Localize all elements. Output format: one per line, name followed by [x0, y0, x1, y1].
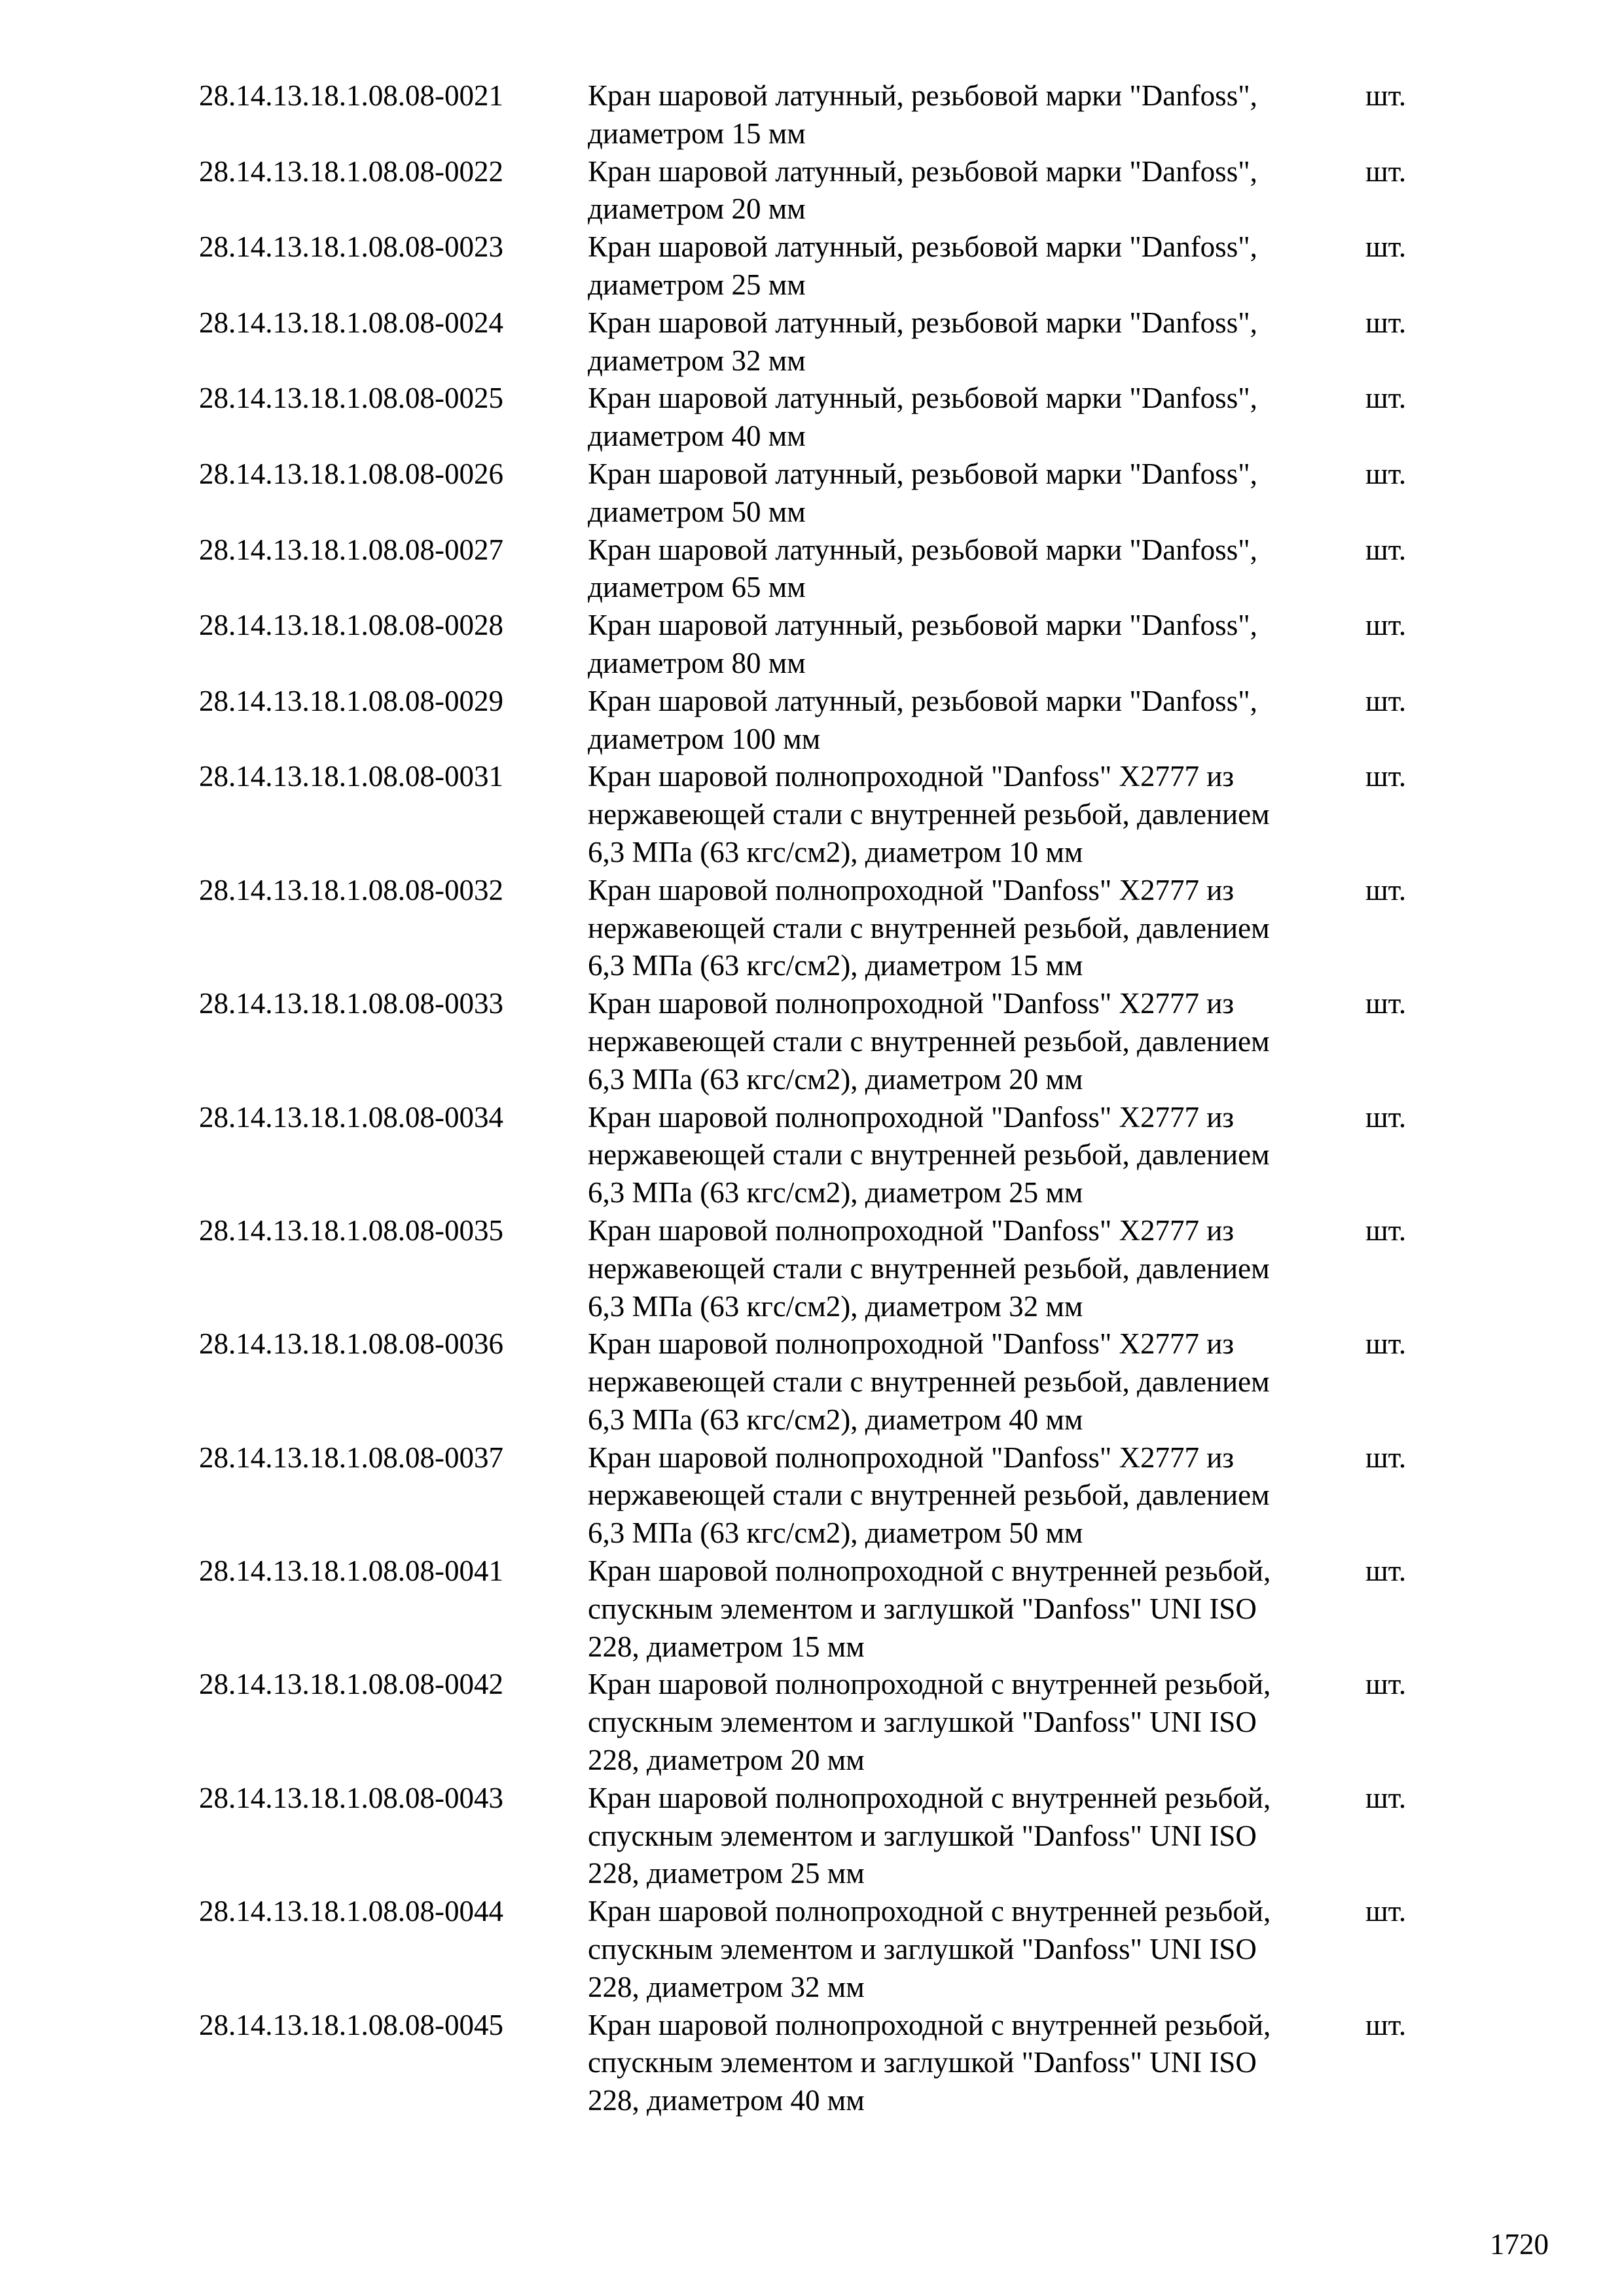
unit-of-measure: шт. [1365, 1781, 1407, 1814]
resource-description [588, 2007, 1365, 2120]
description-line: диаметром 20 мм [588, 192, 806, 226]
description-line: 228, диаметром 32 мм [588, 1970, 865, 2003]
description-line: диаметром 32 мм [588, 344, 806, 377]
description-line: нержавеющей стали с внутренней резьбой, давлением [588, 911, 1270, 944]
resource-code: 28.14.13.18.1.08.08-0029 [199, 684, 503, 717]
table-row [199, 456, 1430, 531]
resource-description [588, 872, 1365, 985]
description-line: нержавеющей стали с внутренней резьбой, давлением [588, 798, 1270, 831]
table-row [199, 683, 1430, 759]
description-line: Кран шаровой полнопроходной с внутренней резьбой, [588, 2008, 1271, 2041]
table-row [199, 607, 1430, 683]
resource-description [588, 1439, 1365, 1552]
description-line: 6,3 МПа (63 кгс/см2), диаметром 25 мм [588, 1176, 1083, 1210]
resource-description [588, 1325, 1365, 1439]
description-line: Кран шаровой полнопроходной "Danfoss" X2777 из [588, 1327, 1235, 1361]
description-line: нержавеющей стали с внутренней резьбой, давлением [588, 1024, 1270, 1058]
description-line: спускным элементом и заглушкой "Danfoss" UNI ISO [588, 1933, 1257, 1966]
resource-description [588, 153, 1365, 229]
resource-code: 28.14.13.18.1.08.08-0041 [199, 1554, 503, 1588]
table-row [199, 1666, 1430, 1779]
resource-code: 28.14.13.18.1.08.08-0034 [199, 1100, 503, 1134]
description-line: диаметром 100 мм [588, 722, 821, 755]
resource-description [588, 304, 1365, 380]
resource-description [588, 1552, 1365, 1666]
unit-of-measure: шт. [1365, 79, 1407, 112]
unit-of-measure: шт. [1365, 1327, 1407, 1361]
description-line: диаметром 15 мм [588, 117, 806, 150]
description-line: спускным элементом и заглушкой "Danfoss" UNI ISO [588, 1592, 1257, 1625]
resource-table [199, 77, 1430, 2120]
description-line: Кран шаровой полнопроходной "Danfoss" X2777 из [588, 987, 1235, 1020]
unit-of-measure: шт. [1365, 230, 1407, 264]
resource-description [588, 1893, 1365, 2006]
resource-code: 28.14.13.18.1.08.08-0028 [199, 609, 503, 642]
unit-of-measure: шт. [1365, 1441, 1407, 1474]
unit-of-measure: шт. [1365, 684, 1407, 717]
description-line: спускным элементом и заглушкой "Danfoss" UNI ISO [588, 1819, 1257, 1852]
description-line: 228, диаметром 20 мм [588, 1744, 865, 1777]
description-line: 6,3 МПа (63 кгс/см2), диаметром 15 мм [588, 949, 1083, 982]
resource-code: 28.14.13.18.1.08.08-0027 [199, 533, 503, 566]
resource-description [588, 531, 1365, 607]
description-line: Кран шаровой полнопроходной с внутренней резьбой, [588, 1668, 1271, 1701]
description-line: Кран шаровой латунный, резьбовой марки "Danfoss", [588, 306, 1257, 339]
resource-description [588, 456, 1365, 531]
description-line: 6,3 МПа (63 кгс/см2), диаметром 40 мм [588, 1403, 1083, 1436]
resource-code: 28.14.13.18.1.08.08-0043 [199, 1781, 503, 1814]
resource-code: 28.14.13.18.1.08.08-0031 [199, 760, 503, 793]
description-line: 228, диаметром 15 мм [588, 1630, 865, 1663]
resource-description [588, 1212, 1365, 1325]
resource-code: 28.14.13.18.1.08.08-0022 [199, 154, 503, 188]
description-line: Кран шаровой полнопроходной "Danfoss" X2777 из [588, 873, 1235, 906]
description-line: Кран шаровой латунный, резьбовой марки "Danfoss", [588, 382, 1257, 415]
unit-of-measure: шт. [1365, 987, 1407, 1020]
description-line: нержавеющей стали с внутренней резьбой, давлением [588, 1365, 1270, 1399]
unit-of-measure: шт. [1365, 1213, 1407, 1247]
description-line: 6,3 МПа (63 кгс/см2), диаметром 20 мм [588, 1062, 1083, 1096]
description-line: спускным элементом и заглушкой "Danfoss" UNI ISO [588, 2046, 1257, 2079]
description-line: Кран шаровой латунный, резьбовой марки "Danfoss", [588, 230, 1257, 264]
table-row [199, 531, 1430, 607]
resource-description [588, 607, 1365, 683]
unit-of-measure: шт. [1365, 306, 1407, 339]
description-line: Кран шаровой латунный, резьбовой марки "Danfoss", [588, 533, 1257, 566]
description-line: Кран шаровой латунный, резьбовой марки "Danfoss", [588, 154, 1257, 188]
resource-code: 28.14.13.18.1.08.08-0023 [199, 230, 503, 264]
unit-of-measure: шт. [1365, 609, 1407, 642]
description-line: нержавеющей стали с внутренней резьбой, давлением [588, 1479, 1270, 1512]
description-line: нержавеющей стали с внутренней резьбой, давлением [588, 1251, 1270, 1285]
resource-description [588, 1780, 1365, 1893]
description-line: Кран шаровой полнопроходной с внутренней резьбой, [588, 1554, 1271, 1588]
description-line: 6,3 МПа (63 кгс/см2), диаметром 32 мм [588, 1289, 1083, 1323]
table-row [199, 1893, 1430, 2006]
resource-code: 28.14.13.18.1.08.08-0024 [199, 306, 503, 339]
resource-code: 28.14.13.18.1.08.08-0042 [199, 1668, 503, 1701]
table-row [199, 380, 1430, 456]
table-row [199, 1325, 1430, 1439]
description-line: Кран шаровой полнопроходной "Danfoss" X2777 из [588, 760, 1235, 793]
resource-code: 28.14.13.18.1.08.08-0036 [199, 1327, 503, 1361]
resource-description [588, 758, 1365, 871]
unit-of-measure: шт. [1365, 154, 1407, 188]
unit-of-measure: шт. [1365, 873, 1407, 906]
unit-of-measure: шт. [1365, 1554, 1407, 1588]
resource-code: 28.14.13.18.1.08.08-0044 [199, 1895, 503, 1928]
resource-description [588, 683, 1365, 759]
resource-code: 28.14.13.18.1.08.08-0025 [199, 382, 503, 415]
resource-description [588, 228, 1365, 304]
description-line: 228, диаметром 25 мм [588, 1857, 865, 1890]
unit-of-measure: шт. [1365, 533, 1407, 566]
resource-code: 28.14.13.18.1.08.08-0026 [199, 457, 503, 490]
table-row [199, 304, 1430, 380]
table-row [199, 758, 1430, 871]
resource-code: 28.14.13.18.1.08.08-0035 [199, 1213, 503, 1247]
table-row [199, 1099, 1430, 1212]
table-row [199, 1439, 1430, 1552]
table-row [199, 872, 1430, 985]
table-row [199, 77, 1430, 153]
description-line: Кран шаровой полнопроходной с внутренней резьбой, [588, 1781, 1271, 1814]
table-row [199, 1780, 1430, 1893]
resource-description [588, 985, 1365, 1098]
description-line: спускным элементом и заглушкой "Danfoss" UNI ISO [588, 1706, 1257, 1739]
description-line: диаметром 80 мм [588, 646, 806, 679]
resource-code: 28.14.13.18.1.08.08-0033 [199, 987, 503, 1020]
resource-code: 28.14.13.18.1.08.08-0032 [199, 873, 503, 906]
table-row [199, 228, 1430, 304]
unit-of-measure: шт. [1365, 760, 1407, 793]
resource-description [588, 380, 1365, 456]
description-line: Кран шаровой полнопроходной с внутренней резьбой, [588, 1895, 1271, 1928]
resource-description [588, 1666, 1365, 1779]
unit-of-measure: шт. [1365, 1895, 1407, 1928]
unit-of-measure: шт. [1365, 457, 1407, 490]
description-line: Кран шаровой полнопроходной "Danfoss" X2777 из [588, 1100, 1235, 1134]
description-line: 6,3 МПа (63 кгс/см2), диаметром 50 мм [588, 1516, 1083, 1550]
unit-of-measure: шт. [1365, 382, 1407, 415]
unit-of-measure: шт. [1365, 1668, 1407, 1701]
resource-description [588, 1099, 1365, 1212]
table-row [199, 153, 1430, 229]
description-line: диаметром 40 мм [588, 420, 806, 453]
table-row [199, 1212, 1430, 1325]
table-row [199, 985, 1430, 1098]
description-line: диаметром 25 мм [588, 268, 806, 301]
table-row [199, 1552, 1430, 1666]
resource-code: 28.14.13.18.1.08.08-0021 [199, 79, 503, 112]
description-line: 6,3 МПа (63 кгс/см2), диаметром 10 мм [588, 835, 1083, 869]
resource-code: 28.14.13.18.1.08.08-0037 [199, 1441, 503, 1474]
description-line: Кран шаровой латунный, резьбовой марки "Danfoss", [588, 79, 1257, 112]
description-line: Кран шаровой полнопроходной "Danfoss" X2777 из [588, 1441, 1235, 1474]
page-number: 1720 [1490, 2228, 1549, 2261]
description-line: нержавеющей стали с внутренней резьбой, давлением [588, 1138, 1270, 1172]
resource-code: 28.14.13.18.1.08.08-0045 [199, 2008, 503, 2041]
table-row [199, 2007, 1430, 2120]
description-line: 228, диаметром 40 мм [588, 2084, 865, 2117]
description-line: Кран шаровой латунный, резьбовой марки "Danfoss", [588, 457, 1257, 490]
description-line: Кран шаровой латунный, резьбовой марки "Danfoss", [588, 684, 1257, 717]
unit-of-measure: шт. [1365, 2008, 1407, 2041]
unit-of-measure: шт. [1365, 1100, 1407, 1134]
description-line: Кран шаровой латунный, резьбовой марки "Danfoss", [588, 609, 1257, 642]
description-line: диаметром 65 мм [588, 571, 806, 604]
description-line: диаметром 50 мм [588, 495, 806, 528]
description-line: Кран шаровой полнопроходной "Danfoss" X2777 из [588, 1213, 1235, 1247]
resource-description [588, 77, 1365, 153]
